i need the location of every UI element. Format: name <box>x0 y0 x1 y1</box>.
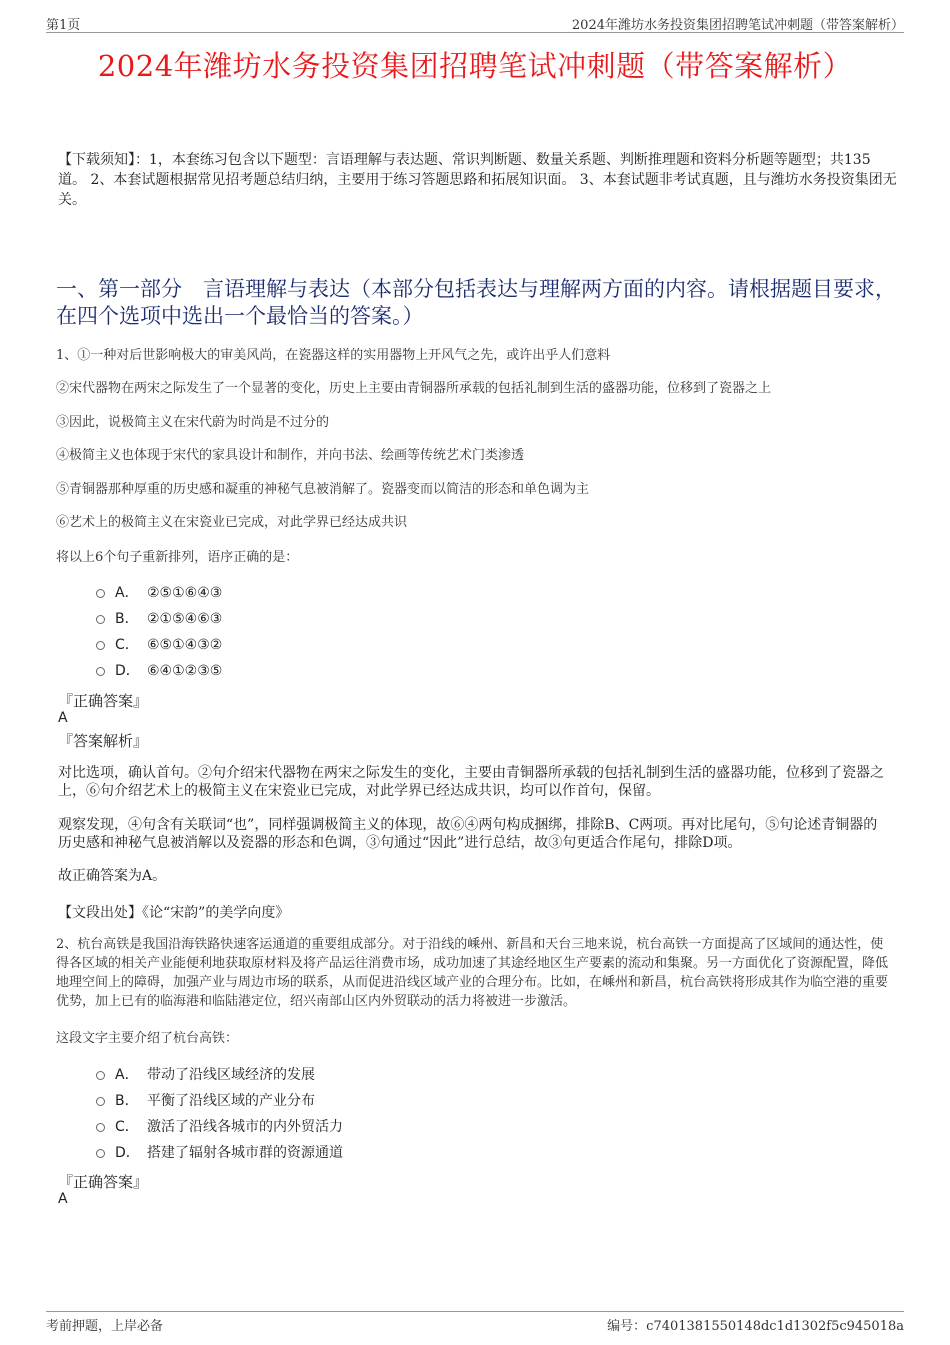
q1-source: 【文段出处】《论“宋韵”的美学向度》 <box>58 905 290 921</box>
radio-icon[interactable] <box>96 1071 105 1080</box>
radio-icon[interactable] <box>96 615 105 624</box>
q1-question: 将以上6个句子重新排列，语序正确的是： <box>56 550 299 565</box>
q2-option-a[interactable]: A． 带动了沿线区域经济的发展 <box>96 1066 315 1084</box>
q1-analysis-1: 对比选项，确认首句。②句介绍宋代器物在两宋之际发生的变化，主要由青铜器所承载的包括礼制到生活的盛器功能，位移到了瓷器之上，⑥句介绍艺术上的极简主义在宋瓷业已完成，对此学界已经达成共识，均可以作首句，保留。 <box>58 765 884 799</box>
q1-analysis-3: 故正确答案为A。 <box>58 868 167 884</box>
radio-icon[interactable] <box>96 667 105 676</box>
radio-icon[interactable] <box>96 1123 105 1132</box>
q2-question: 这段文字主要介绍了杭台高铁： <box>56 1031 239 1046</box>
footer-doc-id: 编号：c7401381550148dc1d1302f5c945018a <box>607 1319 904 1334</box>
q1-option-a[interactable]: A． ②⑤①⑥④③ <box>96 584 222 602</box>
q1-line-3: ③因此，说极简主义在宋代蔚为时尚是不过分的 <box>56 415 330 430</box>
q1-line-4: ④极简主义也体现于宋代的家具设计和制作，并向书法、绘画等传统艺术门类渗透 <box>56 448 525 463</box>
section-heading: 一、第一部分 言语理解与表达（本部分包括表达与理解两方面的内容。请根据题目要求，在四个选项中选出一个最恰当的答案。） <box>56 277 896 328</box>
footer-slogan: 考前押题，上岸必备 <box>46 1319 164 1334</box>
radio-icon[interactable] <box>96 641 105 650</box>
q1-answer-label: 『正确答案』 <box>58 692 149 710</box>
page-number: 第1页 <box>46 18 81 33</box>
q1-line-5: ⑤青铜器那种厚重的历史感和凝重的神秘气息被消解了。瓷器变而以简洁的形态和单色调为主 <box>56 482 590 497</box>
header-doc-title: 2024年潍坊水务投资集团招聘笔试冲刺题（带答案解析） <box>571 18 904 33</box>
q1-line-1: 1、①一种对后世影响极大的审美风尚，在瓷器这样的实用器物上开风气之先，或许出乎人们意料 <box>56 348 611 363</box>
q2-answer-label: 『正确答案』 <box>58 1173 149 1191</box>
radio-icon[interactable] <box>96 1097 105 1106</box>
q2-option-b[interactable]: B． 平衡了沿线区域的产业分布 <box>96 1092 315 1110</box>
document-title: 2024年潍坊水务投资集团招聘笔试冲刺题（带答案解析） <box>97 49 853 83</box>
q2-option-c[interactable]: C． 激活了沿线各城市的内外贸活力 <box>96 1118 343 1136</box>
q1-analysis-label: 『答案解析』 <box>58 732 149 750</box>
q1-line-6: ⑥艺术上的极简主义在宋瓷业已完成，对此学界已经达成共识 <box>56 515 408 530</box>
radio-icon[interactable] <box>96 589 105 598</box>
download-notice: 【下载须知】：1，本套练习包含以下题型：言语理解与表达题、常识判断题、数量关系题、判断推理题和资料分析题等题型；共135道。 2、本套试题根据常见招考题总结归纳，主要用于练习答题思路和拓展知识面。 3、本套试题非考试真题，且与潍坊水务投资集团无关。 <box>58 152 897 208</box>
q1-analysis-2: 观察发现，④句含有关联词“也”，同样强调极简主义的体现，故⑥④两句构成捆绑，排除B、C两项。再对比尾句，⑤句论述青铜器的历史感和神秘气息被消解以及瓷器的形态和色调，③句通过“因此”进行总结，故③句更适合作尾句，排除D项。 <box>58 817 878 851</box>
q2-answer: A <box>58 1191 68 1207</box>
page-footer <box>46 1311 904 1334</box>
radio-icon[interactable] <box>96 1149 105 1158</box>
q1-answer: A <box>58 710 68 726</box>
q1-option-d[interactable]: D． ⑥④①②③⑤ <box>96 662 222 680</box>
q1-line-2: ②宋代器物在两宋之际发生了一个显著的变化，历史上主要由青铜器所承载的包括礼制到生活的盛器功能，位移到了瓷器之上 <box>56 381 772 396</box>
page-header <box>46 14 904 33</box>
q2-stem: 2、杭台高铁是我国沿海铁路快速客运通道的重要组成部分。对于沿线的嵊州、新昌和天台三地来说，杭台高铁一方面提高了区域间的通达性，使得各区域的相关产业能便利地获取原材料及将产品运往消费市场，成功加速了其途经地区生产要素的流动和集聚。另一方面优化了资源配置，降低地理空间上的障碍，加强产业与周边市场的联系，从而促进沿线区域产业的合理分布。比如，在嵊州和新昌，杭台高铁将形成其作为临空港的重要优势，加上已有的临海港和临陆港定位，绍兴南部山区内外贸联动的活力将被进一步激活。 <box>56 937 889 1009</box>
q1-option-b[interactable]: B． ②①⑤④⑥③ <box>96 610 222 628</box>
q2-option-d[interactable]: D． 搭建了辐射各城市群的资源通道 <box>96 1144 343 1162</box>
q1-option-c[interactable]: C． ⑥⑤①④③② <box>96 636 222 654</box>
